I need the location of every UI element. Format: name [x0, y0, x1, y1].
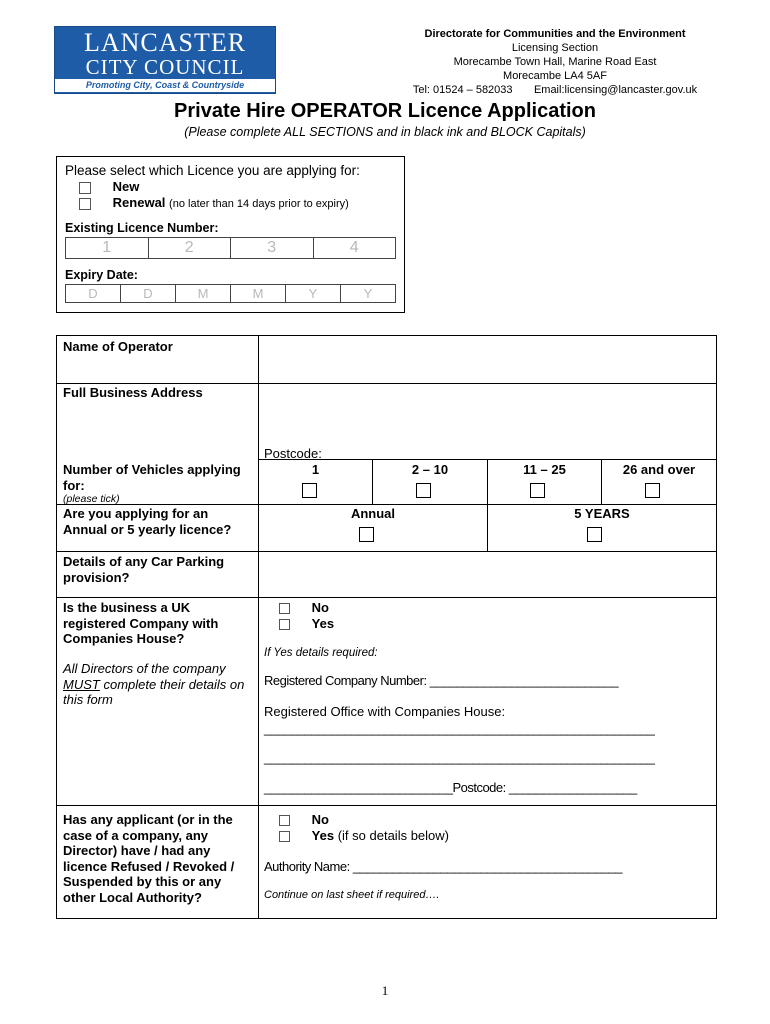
- directors-note: [63, 661, 253, 708]
- option-renewal[interactable]: [79, 195, 349, 210]
- licence-type-box: [56, 156, 405, 313]
- company-yes-option[interactable]: [279, 616, 334, 631]
- header-email: Email:licensing@lancaster.gov.uk: [533, 84, 698, 96]
- header-directorate: Directorate for Communities and the Environment: [424, 28, 686, 40]
- licence-digit-2[interactable]: 2: [149, 238, 232, 258]
- annual-label: Annual: [350, 506, 396, 521]
- directors-note-prefix: All Directors of the company: [63, 661, 226, 676]
- header-address-block: [390, 27, 720, 97]
- directors-note-suffix: complete their details on this form: [63, 676, 245, 707]
- vehicles-label: Number of Vehicles applying for:: [63, 462, 241, 493]
- vehicles-26-over-checkbox[interactable]: [645, 483, 660, 498]
- licence-question: Please select which Licence you are applying for:: [65, 163, 360, 178]
- operator-name-field[interactable]: [259, 336, 716, 383]
- five-years-checkbox[interactable]: [587, 527, 602, 542]
- new-label: New: [112, 179, 140, 194]
- licence-digit-3[interactable]: 3: [231, 238, 314, 258]
- row-divider: [57, 805, 716, 806]
- option-new[interactable]: [79, 179, 139, 194]
- operator-name-label: Name of Operator: [63, 339, 173, 354]
- licence-digit-1[interactable]: 1: [66, 238, 149, 258]
- header-contact: [390, 83, 720, 97]
- vehicles-note: (please tick): [63, 493, 120, 505]
- registered-company-label: Is the business a UK registered Company with Companies House?: [63, 600, 219, 646]
- yes-details-note: If Yes details required:: [264, 647, 378, 659]
- refused-no-label: No: [311, 812, 330, 827]
- company-no-option[interactable]: [279, 600, 329, 615]
- expiry-date-label: Expiry Date:: [65, 268, 138, 282]
- refused-yes-option[interactable]: [279, 828, 449, 843]
- vehicles-option-3-label: 11 – 25: [523, 462, 566, 477]
- refused-yes-checkbox[interactable]: [279, 831, 290, 842]
- logo-line2: CITY COUNCIL: [85, 55, 245, 79]
- expiry-day-2[interactable]: D: [121, 285, 176, 302]
- vehicles-option-1-label: 1: [311, 462, 320, 477]
- registered-office-line-2[interactable]: __________________________________________________________: [264, 750, 655, 765]
- five-years-label: 5 YEARS: [574, 506, 630, 521]
- header-address1: Morecambe Town Hall, Marine Road East: [453, 56, 657, 68]
- application-table: [56, 335, 717, 919]
- page-number: 1: [381, 983, 389, 998]
- renewal-label: Renewal: [112, 195, 166, 210]
- registered-office-postcode-line[interactable]: ____________________________Postcode: ___________________: [264, 780, 637, 795]
- company-yes-label: Yes: [311, 616, 335, 631]
- council-logo: [54, 26, 276, 94]
- existing-licence-label: Existing Licence Number:: [65, 221, 219, 235]
- logo-tagline: Promoting City, Coast & Countryside: [55, 79, 275, 92]
- registered-company-number-field[interactable]: Registered Company Number: ____________________________: [264, 673, 619, 688]
- expiry-year-2[interactable]: Y: [363, 286, 373, 301]
- vehicles-option-2-label: 2 – 10: [411, 462, 449, 477]
- car-parking-field[interactable]: [259, 552, 716, 597]
- new-checkbox[interactable]: [79, 182, 91, 194]
- expiry-month-1[interactable]: M: [176, 285, 231, 302]
- licence-number-field[interactable]: [65, 237, 396, 259]
- vehicles-1-checkbox[interactable]: [302, 483, 317, 498]
- renewal-checkbox[interactable]: [79, 198, 91, 210]
- annual-checkbox[interactable]: [359, 527, 374, 542]
- car-parking-label: Details of any Car Parking provision?: [63, 554, 225, 585]
- expiry-year-1[interactable]: Y: [286, 285, 341, 302]
- company-yes-checkbox[interactable]: [279, 619, 290, 630]
- licence-period-label: Are you applying for an Annual or 5 yearly licence?: [63, 506, 232, 537]
- header-section: Licensing Section: [511, 42, 599, 54]
- registered-office-label: Registered Office with Companies House:: [264, 704, 506, 719]
- expiry-month-2[interactable]: M: [231, 285, 286, 302]
- vehicles-option-4-label: 26 and over: [622, 462, 696, 477]
- expiry-day-1[interactable]: D: [66, 285, 121, 302]
- business-address-label: Full Business Address: [63, 385, 203, 400]
- refused-no-option[interactable]: [279, 812, 329, 827]
- page-subtitle: (Please complete ALL SECTIONS and in black ink and BLOCK Capitals): [184, 125, 586, 139]
- vehicles-11-25-checkbox[interactable]: [530, 483, 545, 498]
- business-address-field[interactable]: [259, 384, 716, 444]
- row-divider: [57, 597, 716, 598]
- postcode-label: Postcode:: [264, 446, 322, 461]
- registered-office-line-1[interactable]: __________________________________________________________: [264, 721, 655, 736]
- renewal-note: (no later than 14 days prior to expiry): [169, 198, 349, 210]
- vehicles-2-10-checkbox[interactable]: [416, 483, 431, 498]
- header-address2: Morecambe LA4 5AF: [503, 70, 607, 82]
- company-no-checkbox[interactable]: [279, 603, 290, 614]
- header-tel: Tel: 01524 – 582033: [412, 84, 513, 96]
- licence-refused-label: Has any applicant (or in the case of a company, any Director) have / had any licence Refused / Revoked / Suspended by this or any other Local Authority?: [63, 812, 235, 905]
- expiry-date-field[interactable]: [65, 284, 396, 303]
- page-title: Private Hire OPERATOR Licence Application: [174, 100, 596, 122]
- directors-note-must: MUST: [63, 676, 100, 692]
- logo-line1: LANCASTER: [83, 28, 247, 57]
- licence-digit-4[interactable]: 4: [349, 239, 359, 256]
- refused-yes-label: Yes: [311, 828, 335, 843]
- refused-no-checkbox[interactable]: [279, 815, 290, 826]
- authority-name-field[interactable]: Authority Name: ________________________________________: [264, 859, 623, 874]
- refused-yes-note: (if so details below): [337, 828, 449, 843]
- company-no-label: No: [311, 600, 330, 615]
- continue-note: Continue on last sheet if required….: [264, 889, 440, 901]
